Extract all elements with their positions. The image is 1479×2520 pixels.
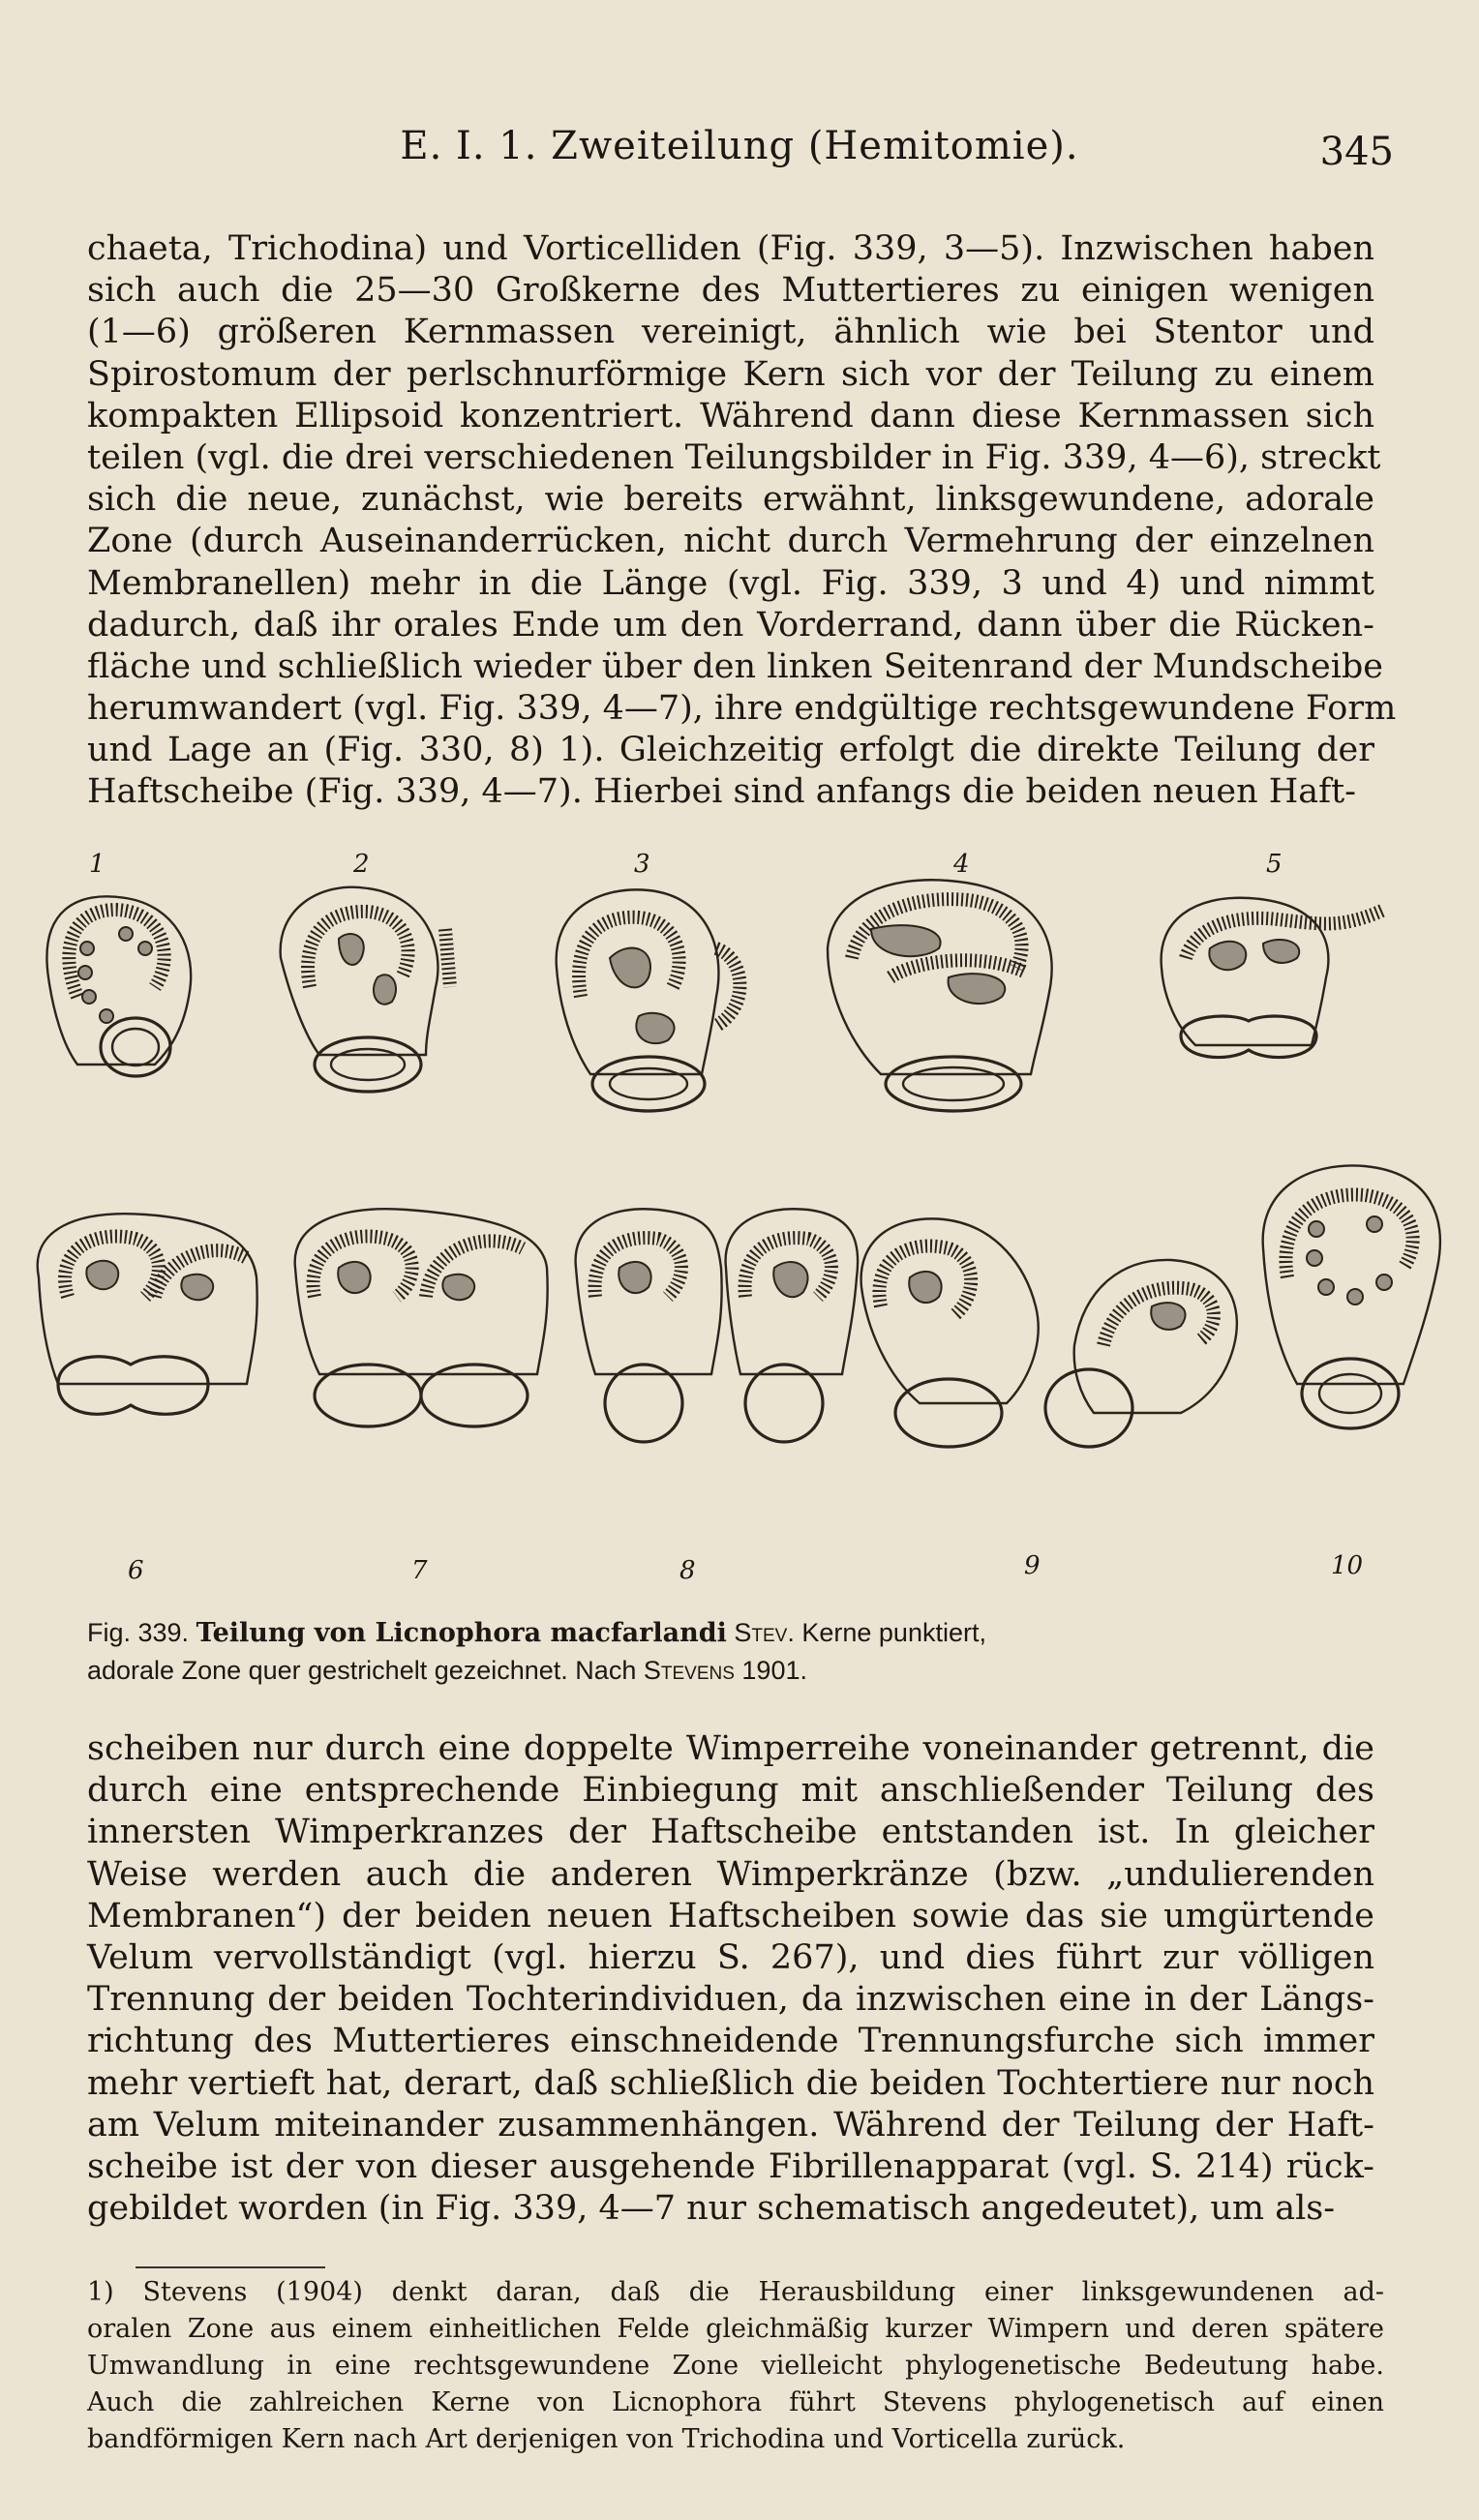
caption-author: Stevens bbox=[643, 1656, 735, 1685]
caption-text: adorale Zone quer gestrichelt gezeichnet. Nach bbox=[87, 1656, 637, 1685]
figure-label: 7 bbox=[411, 1556, 428, 1585]
text-line: durch eine entsprechende Einbiegung mit anschließender Teilung des bbox=[87, 1771, 1374, 1811]
caption-year: 1901. bbox=[741, 1656, 807, 1685]
cell-drawing-1 bbox=[46, 896, 191, 1076]
footnote-line: Auch die zahlreichen Kerne von Licnophora führt Stevens phylogenetisch auf einen bbox=[87, 2387, 1384, 2417]
caption-line-1 bbox=[87, 1614, 1384, 1652]
figure-label: 10 bbox=[1331, 1551, 1364, 1580]
cell-drawing-8 bbox=[576, 1209, 859, 1442]
text-line: und Lage an (Fig. 330, 8) 1). Gleichzeitig erfolgt die direkte Teilung der bbox=[87, 731, 1374, 770]
figure-label: 9 bbox=[1024, 1551, 1041, 1580]
paragraph-1 bbox=[87, 228, 1397, 814]
text-line: Membranellen) mehr in die Länge (vgl. Fig. 339, 3 und 4) und nimmt bbox=[87, 563, 1374, 603]
cell-drawing-10 bbox=[1263, 1165, 1440, 1428]
footnote bbox=[87, 2274, 1384, 2458]
figure-label: 8 bbox=[679, 1556, 696, 1585]
text-line: kompakten Ellipsoid konzentriert. Während dann diese Kernmassen sich bbox=[87, 396, 1374, 435]
text-line: am Velum miteinander zusammenhängen. Während der Teilung der Haft- bbox=[87, 2105, 1374, 2145]
caption-line-2 bbox=[87, 1652, 1384, 1689]
text-line: richtung des Muttertieres einschneidende Trennungsfurche sich immer bbox=[87, 2022, 1374, 2061]
footnote-line: bandförmigen Kern nach Art derjenigen von Trichodina und Vorticella zurück. bbox=[87, 2424, 1126, 2454]
caption-fig-number: Fig. 339. bbox=[87, 1618, 190, 1647]
footnote-line: oralen Zone aus einem einheitlichen Felde gleichmäßig kurzer Wimpern und deren spätere bbox=[87, 2314, 1384, 2344]
figure-label: 4 bbox=[953, 850, 970, 879]
text-line: fläche und schließlich wieder über den linken Seitenrand der Mundscheibe bbox=[87, 646, 1384, 686]
cell-drawing-7 bbox=[295, 1209, 548, 1426]
text-line: herumwandert (vgl. Fig. 339, 4—7), ihre endgültige rechtsgewundene Form bbox=[87, 689, 1397, 729]
cell-drawing-4 bbox=[828, 880, 1052, 1111]
caption-text: Kerne punktiert, bbox=[801, 1618, 986, 1647]
cell-drawing-3 bbox=[557, 889, 740, 1111]
figure-label: 3 bbox=[634, 850, 650, 879]
text-line: Trennung der beiden Tochterindividuen, da inzwischen eine in der Längs- bbox=[87, 1980, 1374, 2020]
figure-label: 1 bbox=[89, 850, 106, 879]
text-line: (1—6) größeren Kernmassen vereinigt, ähnlich wie bei Stentor und bbox=[87, 313, 1374, 352]
text-line: sich die neue, zunächst, wie bereits erwähnt, linksgewundene, adorale bbox=[87, 480, 1374, 520]
footnote-line: 1) Stevens (1904) denkt daran, daß die Herausbildung einer linksgewundenen ad- bbox=[87, 2277, 1384, 2307]
text-line: dadurch, daß ihr orales Ende um den Vorderrand, dann über die Rücken- bbox=[87, 605, 1374, 645]
text-line: Haftscheibe (Fig. 339, 4—7). Hierbei sind anfangs die beiden neuen Haft- bbox=[87, 772, 1356, 812]
figure-label: 2 bbox=[353, 850, 370, 879]
page-number: 345 bbox=[1319, 130, 1394, 174]
figure-drawings bbox=[19, 842, 1460, 1606]
text-line: Zone (durch Auseinanderrücken, nicht durch Vermehrung der einzelnen bbox=[87, 522, 1374, 561]
text-line: innersten Wimperkranzes der Haftscheibe entstanden ist. In gleicher bbox=[87, 1813, 1374, 1852]
text-line: Membranen“) der beiden neuen Haftscheiben sowie das sie umgürtende bbox=[87, 1896, 1374, 1935]
figure-339 bbox=[19, 842, 1460, 1606]
paragraph-2 bbox=[87, 1728, 1374, 2230]
text-line: Spirostomum der perlschnurförmige Kern sich vor der Teilung zu einem bbox=[87, 354, 1374, 394]
running-title: E. I. 1. Zweiteilung (Hemitomie). bbox=[400, 124, 1079, 168]
text-line: mehr vertieft hat, derart, daß schließlich die beiden Tochtertiere nur noch bbox=[87, 2063, 1374, 2103]
figure-caption bbox=[87, 1614, 1384, 1689]
figure-label: 6 bbox=[128, 1556, 144, 1585]
footnote-rule bbox=[136, 2266, 325, 2268]
text-line: scheibe ist der von dieser ausgehende Fibrillenapparat (vgl. S. 214) rück- bbox=[87, 2146, 1374, 2186]
cell-drawing-6 bbox=[38, 1214, 257, 1414]
figure-label: 5 bbox=[1266, 850, 1283, 879]
text-line: scheiben nur durch eine doppelte Wimperreihe voneinander getrennt, die bbox=[87, 1729, 1374, 1768]
text-line: gebildet worden (in Fig. 339, 4—7 nur schematisch angedeutet), um als- bbox=[87, 2189, 1336, 2229]
text-line: sich auch die 25—30 Großkerne des Muttertieres zu einigen wenigen bbox=[87, 271, 1374, 311]
text-line: chaeta, Trichodina) und Vorticelliden (Fig. 339, 3—5). Inzwischen haben bbox=[87, 229, 1374, 268]
running-head bbox=[85, 124, 1394, 182]
caption-title: Teilung von Licnophora macfarlandi bbox=[196, 1618, 727, 1648]
cell-drawing-9 bbox=[861, 1218, 1237, 1447]
text-line: Weise werden auch die anderen Wimperkränze (bzw. „undulierenden bbox=[87, 1854, 1374, 1894]
text-line: teilen (vgl. die drei verschiedenen Teilungsbilder in Fig. 339, 4—6), streckt bbox=[87, 437, 1381, 477]
text-line: Velum vervollständigt (vgl. hierzu S. 267), und dies führt zur völligen bbox=[87, 1937, 1374, 1977]
footnote-line: Umwandlung in eine rechtsgewundene Zone vielleicht phylogenetische Bedeutung habe. bbox=[87, 2351, 1384, 2381]
caption-author: Stev. bbox=[734, 1618, 795, 1647]
cell-drawing-2 bbox=[281, 887, 450, 1092]
cell-drawing-5 bbox=[1162, 898, 1384, 1058]
